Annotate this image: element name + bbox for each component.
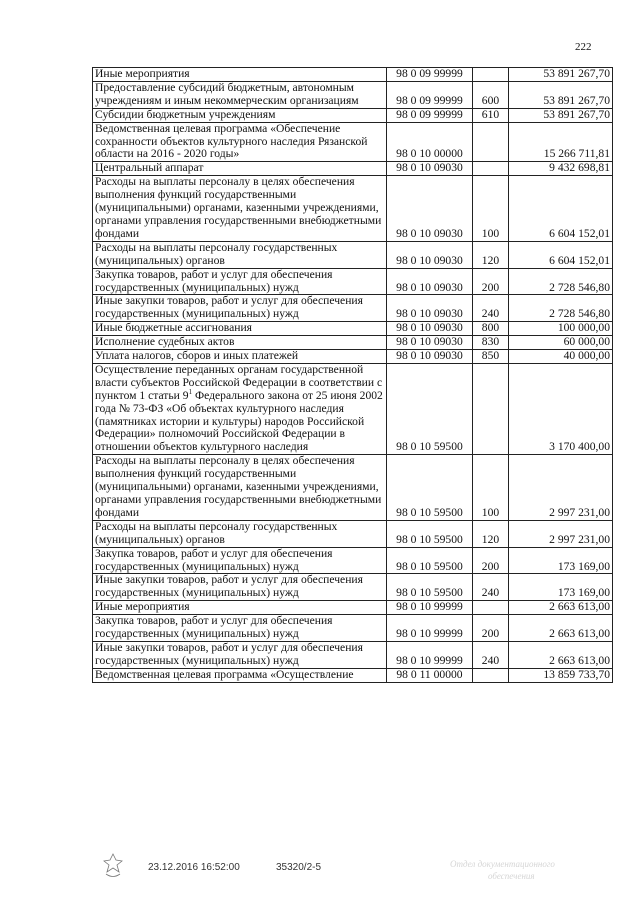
row-expense-type: 120 <box>473 520 509 547</box>
row-name: Иные мероприятия <box>93 601 387 615</box>
row-code: 98 0 10 99999 <box>387 601 473 615</box>
row-code: 98 0 10 09030 <box>387 350 473 364</box>
page-number: 222 <box>575 41 592 53</box>
row-amount: 2 728 546,80 <box>509 295 613 322</box>
row-name: Иные бюджетные ассигнования <box>93 322 387 336</box>
table-row <box>93 615 613 642</box>
row-amount: 3 170 400,00 <box>509 363 613 454</box>
row-amount: 9 432 698,81 <box>509 162 613 176</box>
row-expense-type: 200 <box>473 615 509 642</box>
table-row <box>93 295 613 322</box>
row-code: 98 0 10 99999 <box>387 615 473 642</box>
row-code: 98 0 10 09030 <box>387 176 473 242</box>
row-name: Ведомственная целевая программа «Осуществление <box>93 668 387 682</box>
row-code: 98 0 09 99999 <box>387 108 473 122</box>
row-expense-type <box>473 68 509 82</box>
table-row <box>93 641 613 668</box>
row-expense-type: 100 <box>473 455 509 521</box>
row-expense-type <box>473 668 509 682</box>
table-row <box>93 363 613 454</box>
row-expense-type: 600 <box>473 81 509 108</box>
row-name: Расходы на выплаты персоналу государственных (муниципальных) органов <box>93 520 387 547</box>
row-amount: 2 663 613,00 <box>509 641 613 668</box>
row-name: Субсидии бюджетным учреждениям <box>93 108 387 122</box>
table-row <box>93 176 613 242</box>
table-row <box>93 574 613 601</box>
row-code: 98 0 10 59500 <box>387 547 473 574</box>
row-expense-type: 100 <box>473 176 509 242</box>
row-code: 98 0 10 99999 <box>387 641 473 668</box>
row-code: 98 0 10 59500 <box>387 574 473 601</box>
table-row <box>93 268 613 295</box>
table-row <box>93 322 613 336</box>
row-expense-type <box>473 122 509 162</box>
row-amount: 100 000,00 <box>509 322 613 336</box>
row-name: Иные закупки товаров, работ и услуг для обеспечения государственных (муниципальных) нужд <box>93 295 387 322</box>
row-name: Расходы на выплаты персоналу государственных (муниципальных) органов <box>93 241 387 268</box>
row-code: 98 0 10 59500 <box>387 455 473 521</box>
row-expense-type <box>473 363 509 454</box>
row-name: Ведомственная целевая программа «Обеспечение сохранности объектов культурного наследия Рязанской области на 2016 - 2020 годы» <box>93 122 387 162</box>
row-amount: 173 169,00 <box>509 574 613 601</box>
row-amount: 2 663 613,00 <box>509 615 613 642</box>
row-amount: 60 000,00 <box>509 336 613 350</box>
budget-table <box>92 67 613 683</box>
table-row <box>93 162 613 176</box>
table-row <box>93 601 613 615</box>
row-name: Предоставление субсидий бюджетным, автономным учреждениям и иным некоммерческим организациям <box>93 81 387 108</box>
table-row <box>93 68 613 82</box>
row-expense-type: 830 <box>473 336 509 350</box>
footer-timestamp: 23.12.2016 16:52:00 <box>148 862 240 873</box>
row-amount: 13 859 733,70 <box>509 668 613 682</box>
row-name: Центральный аппарат <box>93 162 387 176</box>
row-expense-type <box>473 162 509 176</box>
row-amount: 53 891 267,70 <box>509 108 613 122</box>
row-expense-type: 200 <box>473 268 509 295</box>
row-expense-type: 200 <box>473 547 509 574</box>
row-expense-type: 240 <box>473 641 509 668</box>
row-name: Расходы на выплаты персоналу в целях обеспечения выполнения функций государственными (муниципальными) органами, казенными учреждениями, органами управления государственными внебюджетными фондами <box>93 176 387 242</box>
table-row <box>93 108 613 122</box>
row-name: Закупка товаров, работ и услуг для обеспечения государственных (муниципальных) нужд <box>93 268 387 295</box>
row-code: 98 0 10 09030 <box>387 322 473 336</box>
row-code: 98 0 10 09030 <box>387 162 473 176</box>
row-amount: 15 266 711,81 <box>509 122 613 162</box>
table-row <box>93 350 613 364</box>
table-row <box>93 81 613 108</box>
row-amount: 2 728 546,80 <box>509 268 613 295</box>
budget-table-body <box>93 68 613 683</box>
row-amount: 2 663 613,00 <box>509 601 613 615</box>
table-row <box>93 241 613 268</box>
row-code: 98 0 10 09030 <box>387 241 473 268</box>
row-expense-type: 240 <box>473 295 509 322</box>
table-row <box>93 122 613 162</box>
row-name: Исполнение судебных актов <box>93 336 387 350</box>
row-expense-type: 120 <box>473 241 509 268</box>
stamp-watermark <box>448 856 598 882</box>
row-code: 98 0 09 99999 <box>387 81 473 108</box>
row-code: 98 0 10 00000 <box>387 122 473 162</box>
row-amount: 2 997 231,00 <box>509 520 613 547</box>
row-code: 98 0 10 09030 <box>387 268 473 295</box>
table-row <box>93 520 613 547</box>
row-amount: 6 604 152,01 <box>509 176 613 242</box>
row-name: Закупка товаров, работ и услуг для обеспечения государственных (муниципальных) нужд <box>93 547 387 574</box>
row-name: Иные закупки товаров, работ и услуг для обеспечения государственных (муниципальных) нужд <box>93 574 387 601</box>
row-name: Иные мероприятия <box>93 68 387 82</box>
row-amount: 6 604 152,01 <box>509 241 613 268</box>
row-code: 98 0 10 09030 <box>387 295 473 322</box>
row-amount: 53 891 267,70 <box>509 81 613 108</box>
row-amount: 173 169,00 <box>509 547 613 574</box>
row-code: 98 0 09 99999 <box>387 68 473 82</box>
row-expense-type: 240 <box>473 574 509 601</box>
row-code: 98 0 10 59500 <box>387 363 473 454</box>
row-amount: 2 997 231,00 <box>509 455 613 521</box>
row-name: Закупка товаров, работ и услуг для обеспечения государственных (муниципальных) нужд <box>93 615 387 642</box>
table-row <box>93 336 613 350</box>
row-expense-type: 800 <box>473 322 509 336</box>
table-row <box>93 547 613 574</box>
row-amount: 40 000,00 <box>509 350 613 364</box>
row-name: Расходы на выплаты персоналу в целях обеспечения выполнения функций государственными (муниципальными) органами, казенными учреждениями, органами управления государственными внебюджетными фондами <box>93 455 387 521</box>
svg-text:обеспечения: обеспечения <box>488 871 535 881</box>
stamp-text: Отдел документационного <box>450 859 555 869</box>
row-amount: 53 891 267,70 <box>509 68 613 82</box>
row-expense-type <box>473 601 509 615</box>
row-name: Иные закупки товаров, работ и услуг для обеспечения государственных (муниципальных) нужд <box>93 641 387 668</box>
footer-doc-id: 35320/2-5 <box>276 862 322 873</box>
table-row <box>93 668 613 682</box>
emblem-icon <box>100 852 126 880</box>
row-name: Уплата налогов, сборов и иных платежей <box>93 350 387 364</box>
table-row <box>93 455 613 521</box>
row-code: 98 0 10 59500 <box>387 520 473 547</box>
row-code: 98 0 10 09030 <box>387 336 473 350</box>
row-expense-type: 610 <box>473 108 509 122</box>
row-expense-type: 850 <box>473 350 509 364</box>
row-code: 98 0 11 00000 <box>387 668 473 682</box>
row-name: Осуществление переданных органам государственной власти субъектов Российской Федерации в соответствии с пунктом 1 статьи $9^1$ Федерального закона от 25 июня 2002 года № 73-ФЗ «Об объектах культурного наследия (памятниках истории и культуры) народов Российской Федерации» полномочий Российской Федерации в отношении объектов культурного наследия <box>93 363 387 454</box>
